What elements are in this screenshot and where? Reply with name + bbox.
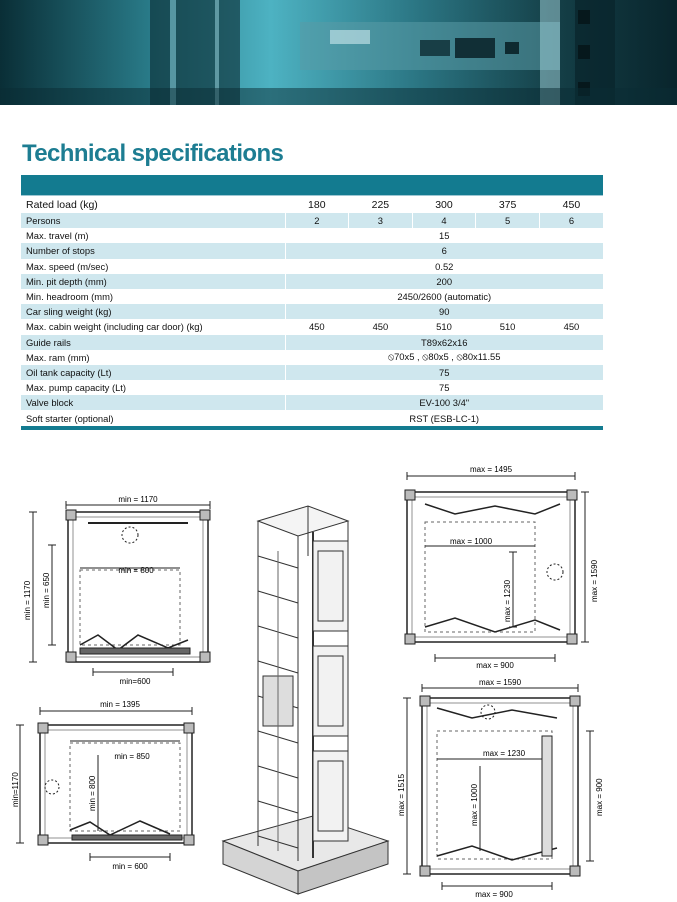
dim-top: min = 1170 [118,495,158,504]
dim-top: max = 1495 [469,465,513,474]
table-row [21,228,603,243]
table-row [21,213,603,228]
cell-value: 5 [476,213,540,228]
lift-shaft-isometric-drawing [218,496,393,896]
row-label: Car sling weight (kg) [21,304,285,319]
dim-right: max = 1590 [590,559,599,602]
specifications-table [21,175,603,430]
dim-top: max = 1590 [478,678,522,687]
table-row [21,196,603,214]
table-row [21,319,603,334]
dim-inner-width: min = 850 [114,752,150,761]
row-label: Number of stops [21,243,285,258]
cell-value: 510 [476,319,540,334]
cell-value: 200 [285,274,603,289]
drawing-shaft-max-1590 [392,676,677,900]
dim-top: min = 1395 [100,700,140,709]
table-row [21,274,603,289]
dim-inner: min = 800 [118,566,154,575]
dim-left-outer: min=1170 [11,772,20,807]
cell-value: 3 [349,213,413,228]
cell-value: EV-100 3/4" [285,395,603,410]
cell-value: 180 [285,196,349,214]
cell-value: 450 [349,319,413,334]
cell-value: RST (ESB-LC-1) [285,410,603,425]
table-row [21,395,603,410]
cell-value: 90 [285,304,603,319]
row-label: Max. speed (m/sec) [21,259,285,274]
header-photo [0,0,677,105]
dim-bottom: min = 600 [112,862,148,871]
table-row [21,365,603,380]
cell-value: 15 [285,228,603,243]
row-label: Oil tank capacity (Lt) [21,365,285,380]
cell-value: 375 [476,196,540,214]
table-body [21,196,603,426]
row-label: Guide rails [21,335,285,350]
cell-value: 0.52 [285,259,603,274]
row-label: Max. pump capacity (Lt) [21,380,285,395]
table-row [21,380,603,395]
cell-value: 75 [285,380,603,395]
dim-bottom: min=600 [119,677,151,686]
cell-value: 300 [412,196,476,214]
table-row [21,335,603,350]
row-label: Valve block [21,395,285,410]
dim-inner-height: min = 800 [88,775,97,811]
dim-left-inner: min = 650 [42,572,51,608]
cell-value: 6 [285,243,603,258]
table-row [21,259,603,274]
dim-inner-width: max = 1230 [482,749,526,758]
row-label: Max. travel (m) [21,228,285,243]
dim-inner-width: max = 1000 [449,537,493,546]
cell-value: 450 [285,319,349,334]
cell-value: 4 [412,213,476,228]
table-row [21,304,603,319]
dim-inner-height: max = 1000 [470,783,479,826]
cell-value: 225 [349,196,413,214]
table-row [21,289,603,304]
cell-value: 2450/2600 (automatic) [285,289,603,304]
row-label: Min. pit depth (mm) [21,274,285,289]
page-title: Technical specifications [22,140,284,167]
cell-value: 6 [539,213,603,228]
table-row [21,350,603,365]
cell-value: 2 [285,213,349,228]
cell-value: ⦸70x5 , ⦸80x5 , ⦸80x11.55 [285,350,603,365]
table-footer-bar [21,426,603,430]
cell-value: 450 [539,319,603,334]
row-label: Min. headroom (mm) [21,289,285,304]
dim-left: max = 1515 [397,773,406,816]
drawing-shaft-min-1170 [18,490,228,690]
row-label: Rated load (kg) [21,196,285,214]
cell-value: 450 [539,196,603,214]
dim-right: max = 900 [595,778,604,816]
cell-value: T89x62x16 [285,335,603,350]
table-header-bar [21,175,603,195]
row-label: Persons [21,213,285,228]
drawing-shaft-min-1395 [10,695,210,875]
row-label: Max. ram (mm) [21,350,285,365]
cell-value: 510 [412,319,476,334]
elevator-interior-illustration [0,0,677,105]
row-label: Max. cabin weight (including car door) (kg) [21,319,285,334]
dim-inner-height: max = 1230 [503,579,512,622]
drawing-shaft-max-1495 [395,462,675,672]
dim-left-outer: min = 1170 [23,580,32,620]
dim-bottom: max = 900 [476,661,514,670]
table-row [21,410,603,425]
cell-value: 75 [285,365,603,380]
table-row [21,243,603,258]
dim-bottom: max = 900 [475,890,513,899]
row-label: Soft starter (optional) [21,410,285,425]
